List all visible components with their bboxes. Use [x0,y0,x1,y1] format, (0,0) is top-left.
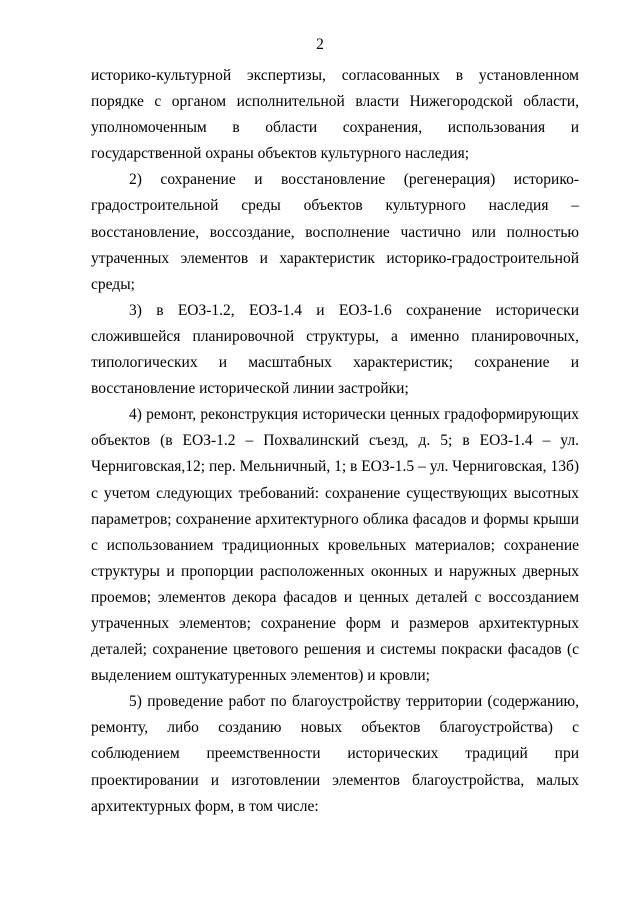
paragraph-continuation: историко-культурной экспертизы, согласованных в установленном порядке с органом исполнительной власти Нижегородской области, уполномоченным в области сохранения, использования и государственной охраны объектов культурного наследия; [91,67,579,163]
paragraph-item-2: 2) сохранение и восстановление (регенерация) историко-градостроительной среды объектов культурного наследия – восстановление, воссоздание, восполнение частично или полностью утраченных элементов и характеристик историко-градостроительной среды; [91,171,579,293]
paragraph-item-4: 4) ремонт, реконструкция исторически ценных градоформирующих объектов (в ЕОЗ-1.2 – Похвалинский съезд, д. 5; в ЕОЗ-1.4 – ул. Черниговская,12; пер. Мельничный, 1; в ЕОЗ-1.5 – ул. Черниговская, 13б) с учетом следующих требований: сохранение существующих высотных параметров; сохранение архитектурного облика фасадов и формы крыши с использованием традиционных кровельных материалов; сохранение структуры и пропорции расположенных оконных и наружных дверных проемов; элементов декора фасадов и ценных деталей с воссозданием утраченных элементов; сохранение форм и размеров архитектурных деталей; сохранение цветового решения и системы покраски фасадов (с выделением оштукатуренных элементов) и кровли; [91,406,579,685]
page-number: 2 [316,36,324,53]
paragraph-item-3: 3) в ЕОЗ-1.2, ЕОЗ-1.4 и ЕОЗ-1.6 сохранение исторически сложившейся планировочной структуры, а именно планировочных, типологических и масштабных характеристик; сохранение и восстановление исторической линии застройки; [91,301,579,398]
paragraph-item-5: 5) проведение работ по благоустройству территории (содержанию, ремонту, либо созданию новых объектов благоустройства) с соблюдением преемственности исторических традиций при проектировании и изготовлении элементов благоустройства, малых архитектурных форм, в том числе: [91,693,579,815]
document-body [91,63,579,820]
